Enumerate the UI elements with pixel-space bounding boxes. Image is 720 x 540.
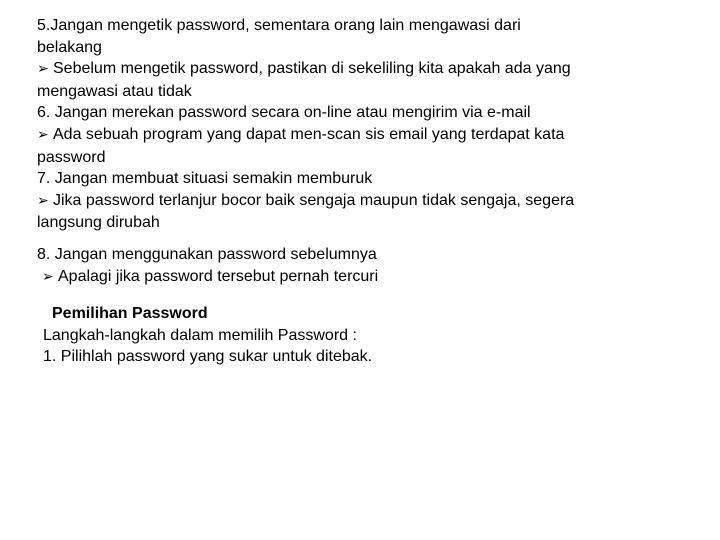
item-7-bullet (37, 190, 657, 213)
item-6-heading: 6. Jangan merekan password secara on-line atau mengirim via e-mail (37, 104, 531, 122)
item-6-bullet-text: Ada sebuah program yang dapat men-scan sis email yang terdapat kata (53, 125, 565, 143)
section-title: Pemilihan Password (52, 305, 208, 322)
item-7-heading: 7. Jangan membuat situasi semakin memburuk (37, 170, 373, 188)
item-7-bullet-cont: langsung dirubah (37, 214, 160, 232)
item-8-bullet (37, 266, 657, 289)
item-5-bullet-text: Sebelum mengetik password, pastikan di sekeliling kita apakah ada yang (53, 60, 571, 78)
item-5-bullet (37, 58, 657, 81)
item-6-bullet-cont: password (37, 148, 106, 166)
arrow-bullet-icon: ➢ (37, 192, 49, 209)
item-8-bullet-text: Apalagi jika password tersebut pernah tercuri (58, 267, 379, 285)
tip-8 (37, 244, 657, 289)
tips-list (37, 15, 657, 234)
arrow-bullet-icon: ➢ (37, 126, 49, 143)
item-5-heading: 5.Jangan mengetik password, sementara orang lain mengawasi dari (37, 17, 521, 34)
item-8-heading: 8. Jangan menggunakan password sebelumnya (37, 246, 377, 263)
item-6-bullet (37, 124, 657, 147)
item-7-bullet-text: Jika password terlanjur bocor baik sengaja maupun tidak sengaja, segera (53, 191, 575, 209)
arrow-bullet-icon: ➢ (37, 61, 49, 78)
section-intro: Langkah-langkah dalam memilih Password : (43, 326, 357, 344)
arrow-bullet-icon: ➢ (42, 268, 54, 285)
item-5-heading-cont: belakang (37, 38, 102, 56)
section-step-1: 1. Pilihlah password yang sukar untuk ditebak. (43, 348, 373, 366)
password-selection-section (43, 303, 663, 368)
item-5-bullet-cont: mengawasi atau tidak (37, 82, 192, 100)
